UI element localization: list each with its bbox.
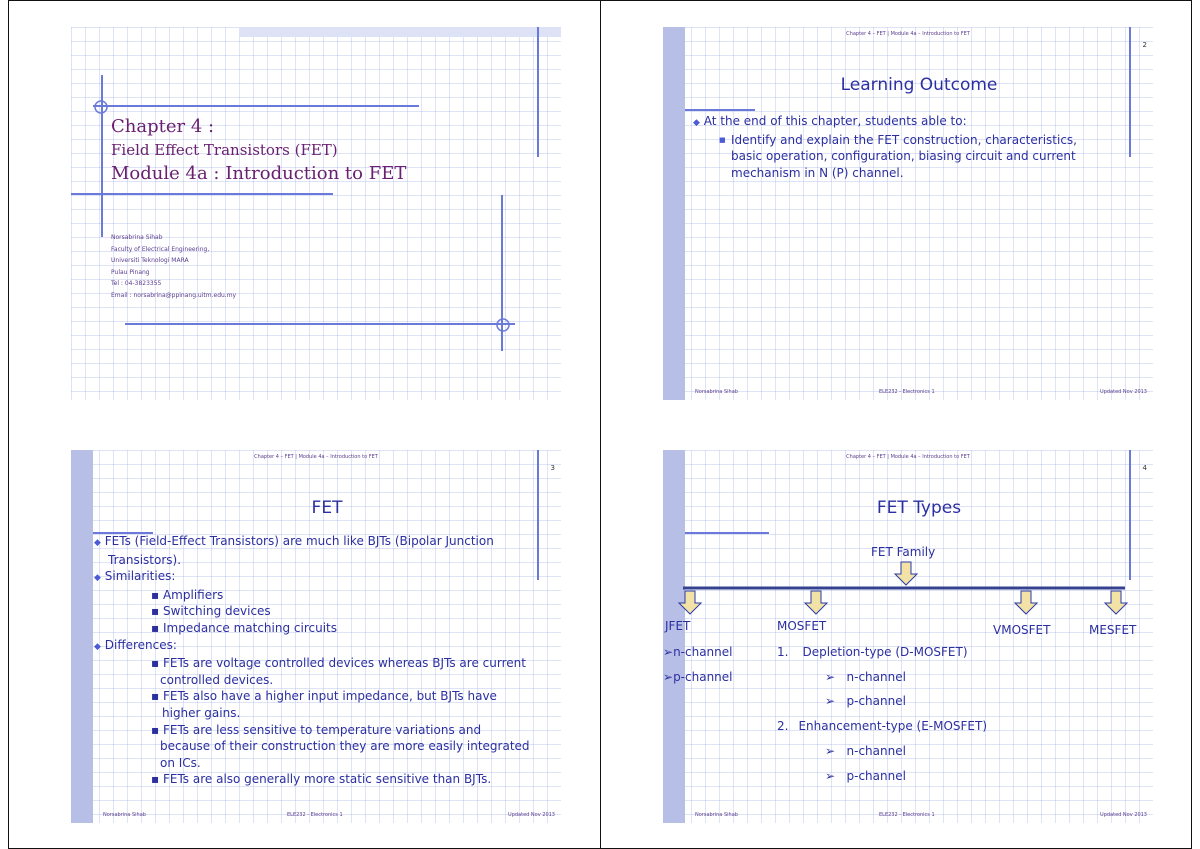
difference-1-line-2: controlled devices. xyxy=(160,672,274,687)
slide-header: Chapter 4 – FET | Module 4a – Introduction to FET xyxy=(254,454,378,460)
square-bullet-icon: ■ xyxy=(719,135,726,144)
down-arrow-family xyxy=(895,562,917,585)
author-tel: Tel : 04-3823355 xyxy=(111,280,162,287)
vmosfet-label: VMOSFET xyxy=(993,623,1051,637)
arrow-bullet-icon: ➢ xyxy=(663,670,674,684)
footer-author: Norsabrina Sihab xyxy=(695,389,738,395)
diamond-bullet-icon: ◆ xyxy=(693,118,700,128)
slide-4 xyxy=(663,450,1153,823)
depletion-number: 1. xyxy=(777,645,789,659)
down-arrow-vmosfet xyxy=(1015,591,1037,614)
slide-4-cell xyxy=(600,424,1192,849)
mesfet-label: MESFET xyxy=(1089,623,1137,637)
similarity-1: Amplifiers xyxy=(162,587,224,602)
slide-1-cell xyxy=(8,0,601,425)
fet-family-tree-diagram xyxy=(663,450,1153,630)
dot-bullet-icon: ▪ xyxy=(151,620,160,635)
left-accent-bar xyxy=(71,450,93,823)
bottom-horizontal-line xyxy=(125,323,515,325)
down-arrow-mesfet xyxy=(1105,591,1127,614)
bullet-fets-line-2: Transistors). xyxy=(108,552,182,567)
bullet-text: At the end of this chapter, students able to: xyxy=(703,114,967,128)
footer-course: ELE232 - Electronics 1 xyxy=(287,812,343,818)
arrow-bullet-icon: ➢ xyxy=(825,769,836,783)
author-faculty: Faculty of Electrical Engineering, xyxy=(111,245,210,253)
difference-1-line-1: FETs are voltage controlled devices whereas BJTs are current xyxy=(162,656,526,671)
dot-bullet-icon: ▪ xyxy=(151,656,160,671)
slide-number: 3 xyxy=(550,464,555,472)
difference-2-line-1: FETs also have a higher input impedance, but BJTs have xyxy=(162,689,497,704)
footer-course: ELE232 - Electronics 1 xyxy=(879,812,935,818)
jfet-p-channel: p-channel xyxy=(673,670,733,684)
middle-horizontal-line xyxy=(71,193,333,195)
footer-updated: Updated Nov 2013 xyxy=(508,812,555,818)
dot-bullet-icon: ▪ xyxy=(151,772,160,787)
title-line-3: Module 4a : Introduction to FET xyxy=(111,163,407,184)
bullet-differences: Differences: xyxy=(104,637,177,652)
diamond-bullet-icon: ◆ xyxy=(94,573,101,584)
dot-bullet-icon: ▪ xyxy=(151,604,160,619)
footer-course: ELE232 - Electronics 1 xyxy=(879,389,935,395)
slide-header: Chapter 4 – FET | Module 4a – Introduction to FET xyxy=(846,31,970,37)
diamond-bullet-icon: ◆ xyxy=(94,641,101,652)
arrow-bullet-icon: ➢ xyxy=(825,744,836,758)
slide-3 xyxy=(71,450,561,823)
slide-2 xyxy=(663,27,1153,400)
enhancement-p-channel: p-channel xyxy=(846,769,906,783)
title-block xyxy=(111,115,406,187)
mosfet-label: MOSFET xyxy=(777,619,827,633)
top-horizontal-line xyxy=(93,105,419,107)
dot-bullet-icon: ▪ xyxy=(151,587,160,602)
diamond-bullet-icon: ◆ xyxy=(94,538,101,548)
author-campus: Pulau Pinang xyxy=(111,268,150,276)
right-vertical-line xyxy=(537,27,539,157)
enhancement-number: 2. xyxy=(777,719,789,733)
bullet-fets-line-1: FETs (Field-Effect Transistors) are much like BJTs (Bipolar Junction xyxy=(104,534,494,548)
arrow-bullet-icon: ➢ xyxy=(663,645,674,659)
difference-3-line-3: on ICs. xyxy=(160,755,201,770)
slide-number: 4 xyxy=(1142,464,1147,472)
similarity-2: Switching devices xyxy=(162,604,271,619)
difference-4: FETs are also generally more static sensitive than BJTs. xyxy=(162,772,492,787)
slide-title: Learning Outcome xyxy=(840,75,998,95)
author-university: Universiti Teknologi MARA xyxy=(111,257,189,264)
similarity-3: Impedance matching circuits xyxy=(162,620,337,635)
dot-bullet-icon: ▪ xyxy=(151,689,160,704)
sub-bullet-line-2: basic operation, configuration, biasing circuit and current xyxy=(731,149,1076,164)
down-arrow-jfet xyxy=(679,591,701,614)
slide-number: 2 xyxy=(1142,41,1147,49)
enhancement-type: Enhancement-type (E-MOSFET) xyxy=(798,719,988,733)
jfet-n-channel: n-channel xyxy=(673,645,733,659)
bullet-list xyxy=(94,533,544,788)
down-arrow-mosfet xyxy=(805,591,827,614)
footer-updated: Updated Nov 2013 xyxy=(1100,389,1147,395)
bullet-list xyxy=(693,113,1133,181)
depletion-type: Depletion-type (D-MOSFET) xyxy=(802,645,968,659)
short-horizontal-line xyxy=(685,109,755,111)
slide-2-cell xyxy=(600,0,1192,425)
arrow-bullet-icon: ➢ xyxy=(825,694,836,708)
difference-3-line-2: because of their construction they are more easily integrated xyxy=(160,739,530,754)
depletion-n-channel: n-channel xyxy=(846,670,906,684)
slide-title: FET xyxy=(311,498,343,518)
footer-author: Norsabrina Sihab xyxy=(695,812,738,818)
left-accent-bar xyxy=(663,27,685,400)
slide-3-cell xyxy=(8,424,601,849)
slide-header: Chapter 4 – FET | Module 4a – Introduction to FET xyxy=(846,454,970,460)
title-line-2: Field Effect Transistors (FET) xyxy=(111,141,338,159)
arrow-bullet-icon: ➢ xyxy=(825,670,836,684)
crosshair-top-icon xyxy=(91,97,111,117)
sub-bullet-line-3: mechanism in N (P) channel. xyxy=(731,165,904,180)
difference-3-line-1: FETs are less sensitive to temperature variations and xyxy=(162,722,482,737)
author-name: Norsabrina Sihab xyxy=(111,234,163,241)
footer-author: Norsabrina Sihab xyxy=(103,812,146,818)
difference-2-line-2: higher gains. xyxy=(162,705,241,720)
slide-title: FET Types xyxy=(876,498,962,518)
author-block xyxy=(111,232,236,301)
author-email: Email : norsabrina@ppinang.uitm.edu.my xyxy=(111,291,237,299)
crosshair-bottom-icon xyxy=(493,315,513,335)
fet-family-label: FET Family xyxy=(871,545,936,559)
jfet-label: JFET xyxy=(665,619,691,633)
depletion-p-channel: p-channel xyxy=(846,694,906,708)
dot-bullet-icon: ▪ xyxy=(151,722,160,737)
bullet-similarities: Similarities: xyxy=(104,569,176,584)
title-line-1: Chapter 4 : xyxy=(111,116,215,137)
footer-updated: Updated Nov 2013 xyxy=(1100,812,1147,818)
sub-bullet-line-1: Identify and explain the FET construction, characteristics, xyxy=(731,132,1077,147)
top-grid-band xyxy=(239,27,561,37)
slide-1 xyxy=(71,27,561,400)
enhancement-n-channel: n-channel xyxy=(846,744,906,758)
